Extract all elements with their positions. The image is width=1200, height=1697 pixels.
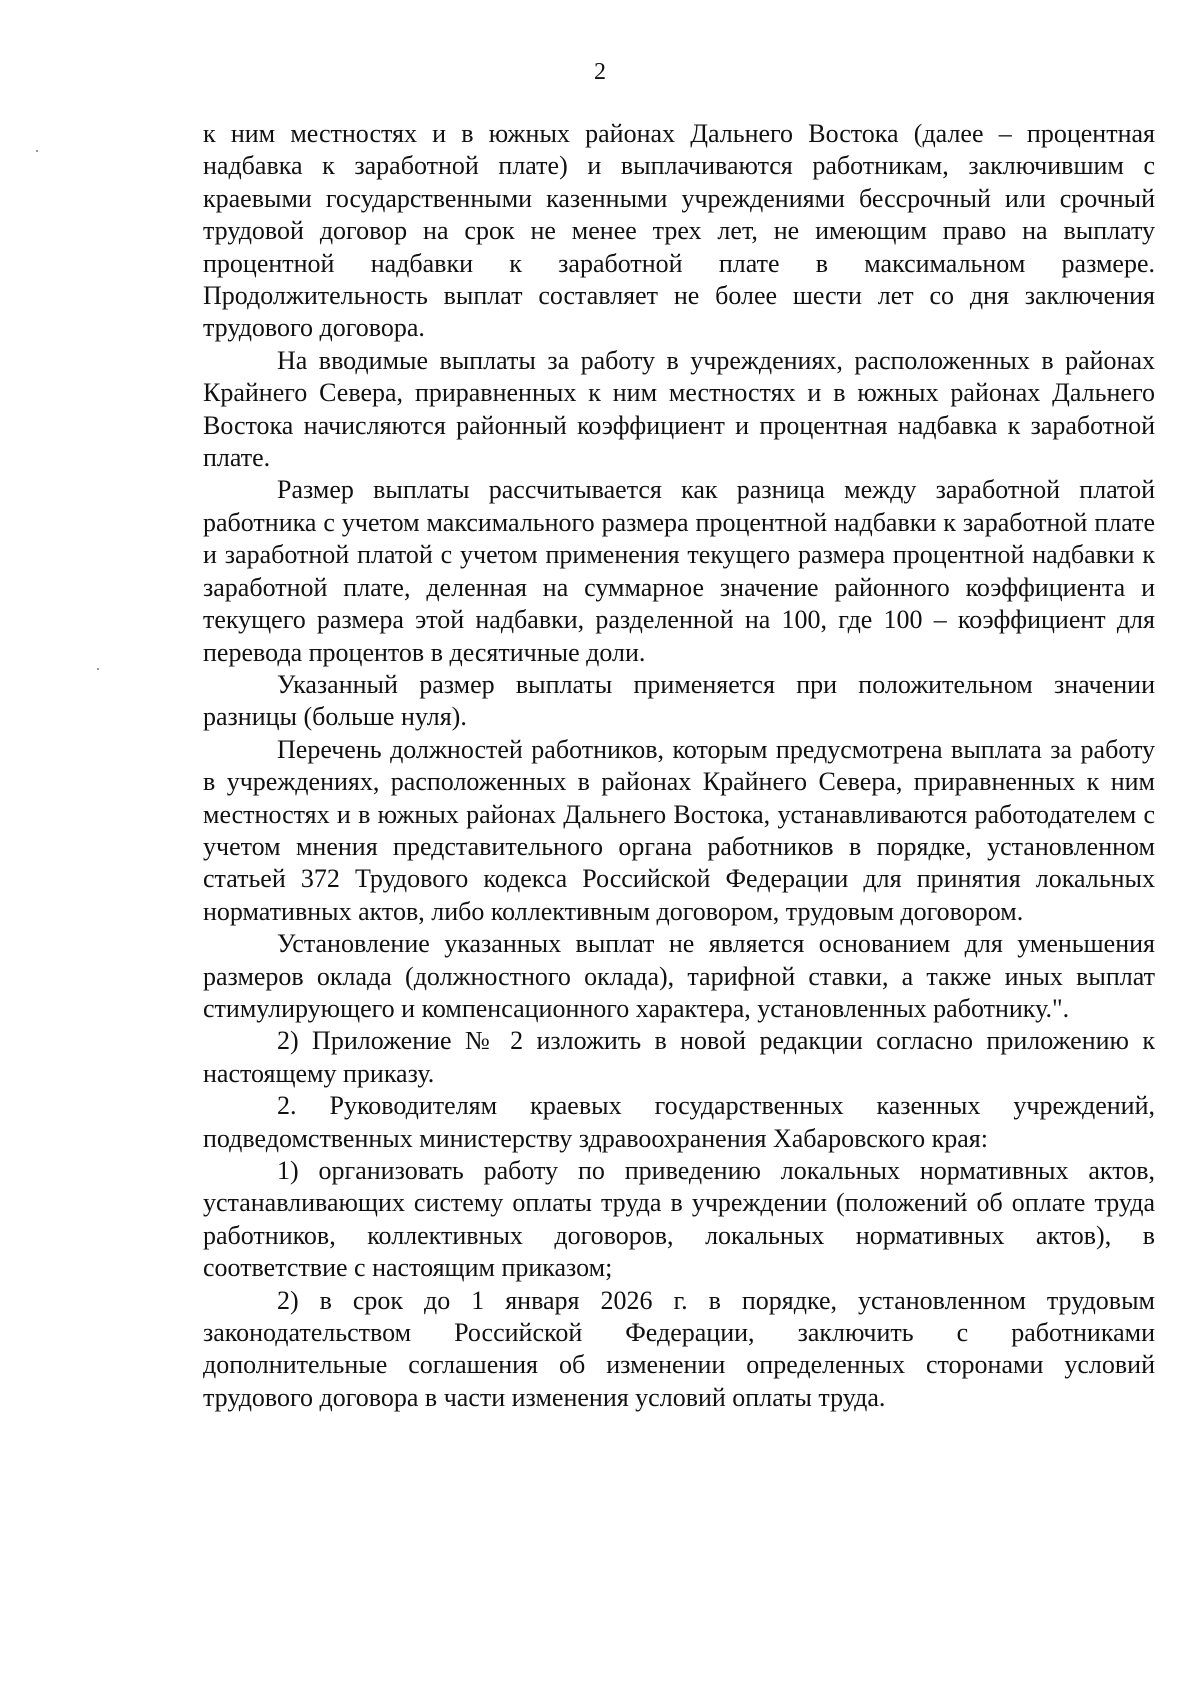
paragraph-regional-coefficient: На вводимые выплаты за работу в учреждениях, расположенных в районах Крайнего Севера, приравненных к ним местностях и в южных районах Дальнего Востока начисляются районный коэффициент и процентная надбавка к заработной плате. bbox=[203, 345, 1155, 473]
paragraph-positive-difference: Указанный размер выплаты применяется при положительном значении разницы (больше нуля). bbox=[203, 669, 1155, 732]
paragraph-payment-calculation: Размер выплаты рассчитывается как разница между заработной платой работника с учетом максимального размера процентной надбавки к заработной плате и заработной платой с учетом применения текущего размера процентной надбавки к заработной плате, деленная на суммарное значение районного коэффициента и текущего размера этой надбавки, разделенной на 100, где 100 – коэффициент для перевода процентов в десятичные доли. bbox=[203, 475, 1155, 667]
paragraph-appendix-2: 2) Приложение № 2 изложить в новой редакции согласно приложению к настоящему приказу. bbox=[203, 1026, 1155, 1088]
paragraph-continuation: к ним местностях и в южных районах Дальнего Востока (далее – процентная надбавка к заработной плате) и выплачиваются работникам, заключившим с краевыми государственными казенными учреждениями бессрочный или срочный трудовой договор на срок не менее трех лет, не имеющим право на выплату процентной надбавки к заработной плате в максимальном размере. Продолжительность выплат составляет не более шести лет со дня заключения трудового договора. bbox=[203, 119, 1155, 343]
scan-speck bbox=[97, 668, 99, 670]
paragraph-item-2-heads: 2. Руководителям краевых государственных казенных учреждений, подведомственных министерству здравоохранения Хабаровского края: bbox=[203, 1091, 1155, 1153]
paragraph-no-reduction: Установление указанных выплат не является основанием для уменьшения размеров оклада (должностного оклада), тарифной ставки, а также иных выплат стимулирующего и компенсационного характера, установленных работнику.". bbox=[203, 929, 1155, 1023]
paragraph-positions-list: Перечень должностей работников, которым предусмотрена выплата за работу в учреждениях, расположенных в районах Крайнего Севера, приравненных к ним местностях и в южных районах Дальнего Востока, устанавливаются работодателем с учетом мнения представительного органа работников в порядке, установленном статьей 372 Трудового кодекса Российской Федерации для принятия локальных нормативных актов, либо коллективным договором, трудовым договором. bbox=[203, 734, 1155, 926]
paragraph-subitem-2: 2) в срок до 1 января 2026 г. в порядке, установленном трудовым законодательством Российской Федерации, заключить с работниками дополнительные соглашения об изменении определенных сторонами условий трудового договора в части изменения условий оплаты труда. bbox=[203, 1285, 1155, 1412]
paragraph-subitem-1: 1) организовать работу по приведению локальных нормативных актов, устанавливающих систему оплаты труда в учреждении (положений об оплате труда работников, коллективных договоров, локальных нормативных актов), в соответствие с настоящим приказом; bbox=[203, 1156, 1155, 1283]
page-number: 2 bbox=[594, 59, 606, 85]
document-body bbox=[203, 118, 1155, 1414]
scan-speck bbox=[36, 150, 38, 152]
